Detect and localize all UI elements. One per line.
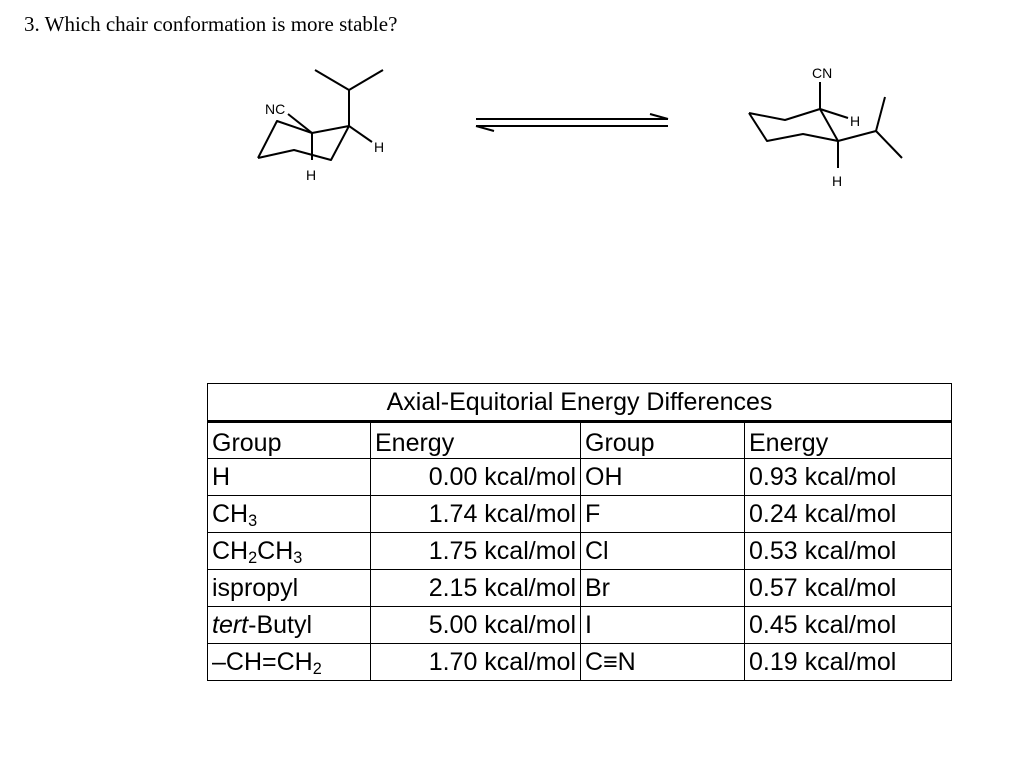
right-cn-label: CN bbox=[812, 65, 833, 81]
energy-cell: 1.74 kcal/mol bbox=[371, 496, 581, 533]
energy-cell: 0.24 kcal/mol bbox=[745, 496, 952, 533]
group-cell: $CH_2CH_3$ bbox=[208, 533, 371, 570]
right-chair-molecule bbox=[749, 82, 902, 168]
group-cell: ispropyl bbox=[208, 570, 371, 607]
left-h-bottom-label: H bbox=[306, 167, 317, 183]
reaction-diagram bbox=[0, 0, 1024, 260]
group-cell: $CH_3$ bbox=[208, 496, 371, 533]
left-h-right-label: H bbox=[374, 139, 385, 155]
energy-cell: 1.70 kcal/mol bbox=[371, 644, 581, 681]
table-row bbox=[208, 459, 952, 496]
energy-cell: 0.93 kcal/mol bbox=[745, 459, 952, 496]
energy-differences-table bbox=[207, 383, 952, 681]
group-cell: Br bbox=[581, 570, 745, 607]
energy-cell: 0.45 kcal/mol bbox=[745, 607, 952, 644]
group-cell: tert-Butyl bbox=[208, 607, 371, 644]
energy-cell: 0.53 kcal/mol bbox=[745, 533, 952, 570]
group-cell: Cl bbox=[581, 533, 745, 570]
energy-cell: 2.15 kcal/mol bbox=[371, 570, 581, 607]
energy-cell: 5.00 kcal/mol bbox=[371, 607, 581, 644]
header-energy-2: Energy bbox=[745, 422, 952, 459]
right-h-right-label: H bbox=[850, 113, 861, 129]
group-cell: F bbox=[581, 496, 745, 533]
question-text: 3. Which chair conformation is more stable? bbox=[24, 12, 398, 36]
group-cell: I bbox=[581, 607, 745, 644]
table-row bbox=[208, 607, 952, 644]
group-cell: H bbox=[208, 459, 371, 496]
header-group-2: Group bbox=[581, 422, 745, 459]
energy-cell: 1.75 kcal/mol bbox=[371, 533, 581, 570]
group-cell: C≡N bbox=[581, 644, 745, 681]
table-title: Axial-Equitorial Energy Differences bbox=[208, 384, 952, 422]
group-cell: $-CH=CH_2$ bbox=[208, 644, 371, 681]
table-row bbox=[208, 644, 952, 681]
energy-cell: 0.00 kcal/mol bbox=[371, 459, 581, 496]
left-nc-label: NC bbox=[265, 101, 286, 117]
header-group-1: Group bbox=[208, 422, 371, 459]
table-row bbox=[208, 533, 952, 570]
right-h-bottom-label: H bbox=[832, 173, 843, 189]
group-cell: OH bbox=[581, 459, 745, 496]
energy-cell: 0.19 kcal/mol bbox=[745, 644, 952, 681]
table-row bbox=[208, 496, 952, 533]
header-energy-1: Energy bbox=[371, 422, 581, 459]
energy-cell: 0.57 kcal/mol bbox=[745, 570, 952, 607]
equilibrium-arrow bbox=[476, 114, 668, 131]
table-row bbox=[208, 570, 952, 607]
